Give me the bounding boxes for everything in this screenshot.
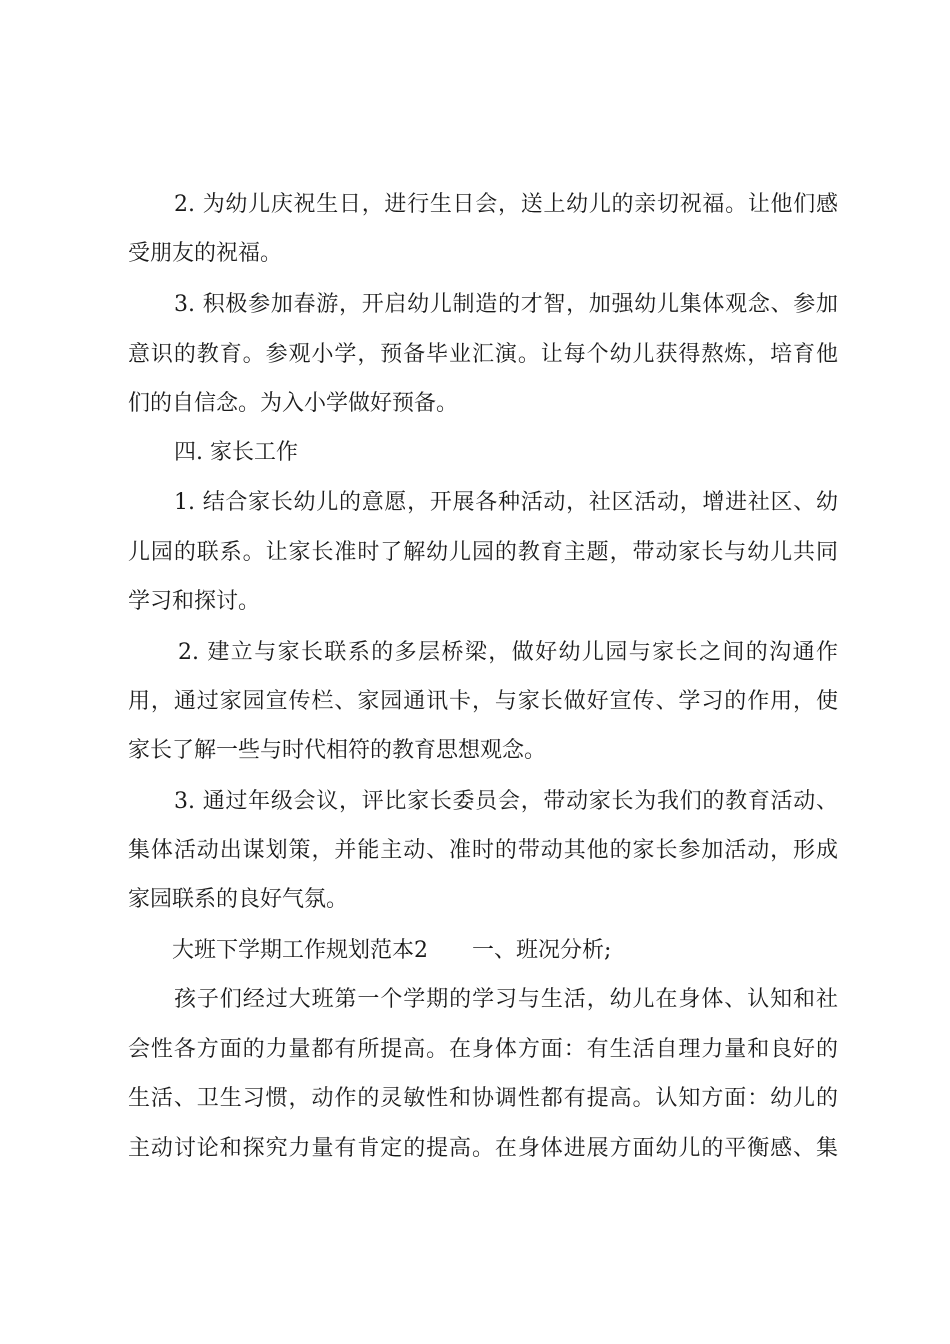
text-line: 会性各方面的力量都有所提高。在身体方面：有生活自理力量和良好的 xyxy=(128,1037,838,1062)
text-line: 孩子们经过大班第一个学期的学习与生活，幼儿在身体、认知和社 xyxy=(174,987,838,1012)
text-line: 儿园的联系。让家长准时了解幼儿园的教育主题，带动家长与幼儿共同 xyxy=(128,540,838,565)
text-line: 学习和探讨。 xyxy=(128,589,261,614)
text-line: 受朋友的祝福。 xyxy=(128,241,283,266)
text-line: 家园联系的良好气氛。 xyxy=(128,887,349,912)
text-line: 集体活动出谋划策，并能主动、准时的带动其他的家长参加活动，形成 xyxy=(128,838,838,863)
text-line: 3. 积极参加春游，开启幼儿制造的才智，加强幼儿集体观念、参加 xyxy=(174,292,838,317)
text-line: 意识的教育。参观小学，预备毕业汇演。让每个幼儿获得熬炼，培育他 xyxy=(128,342,838,367)
text-line: 生活、卫生习惯，动作的灵敏性和协调性都有提高。认知方面：幼儿的 xyxy=(128,1086,838,1111)
text-line: 们的自信念。为入小学做好预备。 xyxy=(128,391,459,416)
section-heading: 大班下学期工作规划范本2 一、班况分析; xyxy=(172,938,612,963)
text-line: 用，通过家园宣传栏、家园通讯卡，与家长做好宣传、学习的作用，使 xyxy=(128,689,838,714)
text-line: 1. 结合家长幼儿的意愿，开展各种活动，社区活动，增进社区、幼 xyxy=(174,490,838,515)
text-line: 主动讨论和探究力量有肯定的提高。在身体进展方面幼儿的平衡感、集 xyxy=(128,1136,838,1161)
section-heading: 四. 家长工作 xyxy=(174,440,298,465)
text-line: 2. 建立与家长联系的多层桥梁，做好幼儿园与家长之间的沟通作 xyxy=(178,640,838,665)
text-line: 2. 为幼儿庆祝生日，进行生日会，送上幼儿的亲切祝福。让他们感 xyxy=(174,192,838,217)
text-line: 家长了解一些与时代相符的教育思想观念。 xyxy=(128,738,547,763)
text-line: 3. 通过年级会议，评比家长委员会，带动家长为我们的教育活动、 xyxy=(174,789,838,814)
